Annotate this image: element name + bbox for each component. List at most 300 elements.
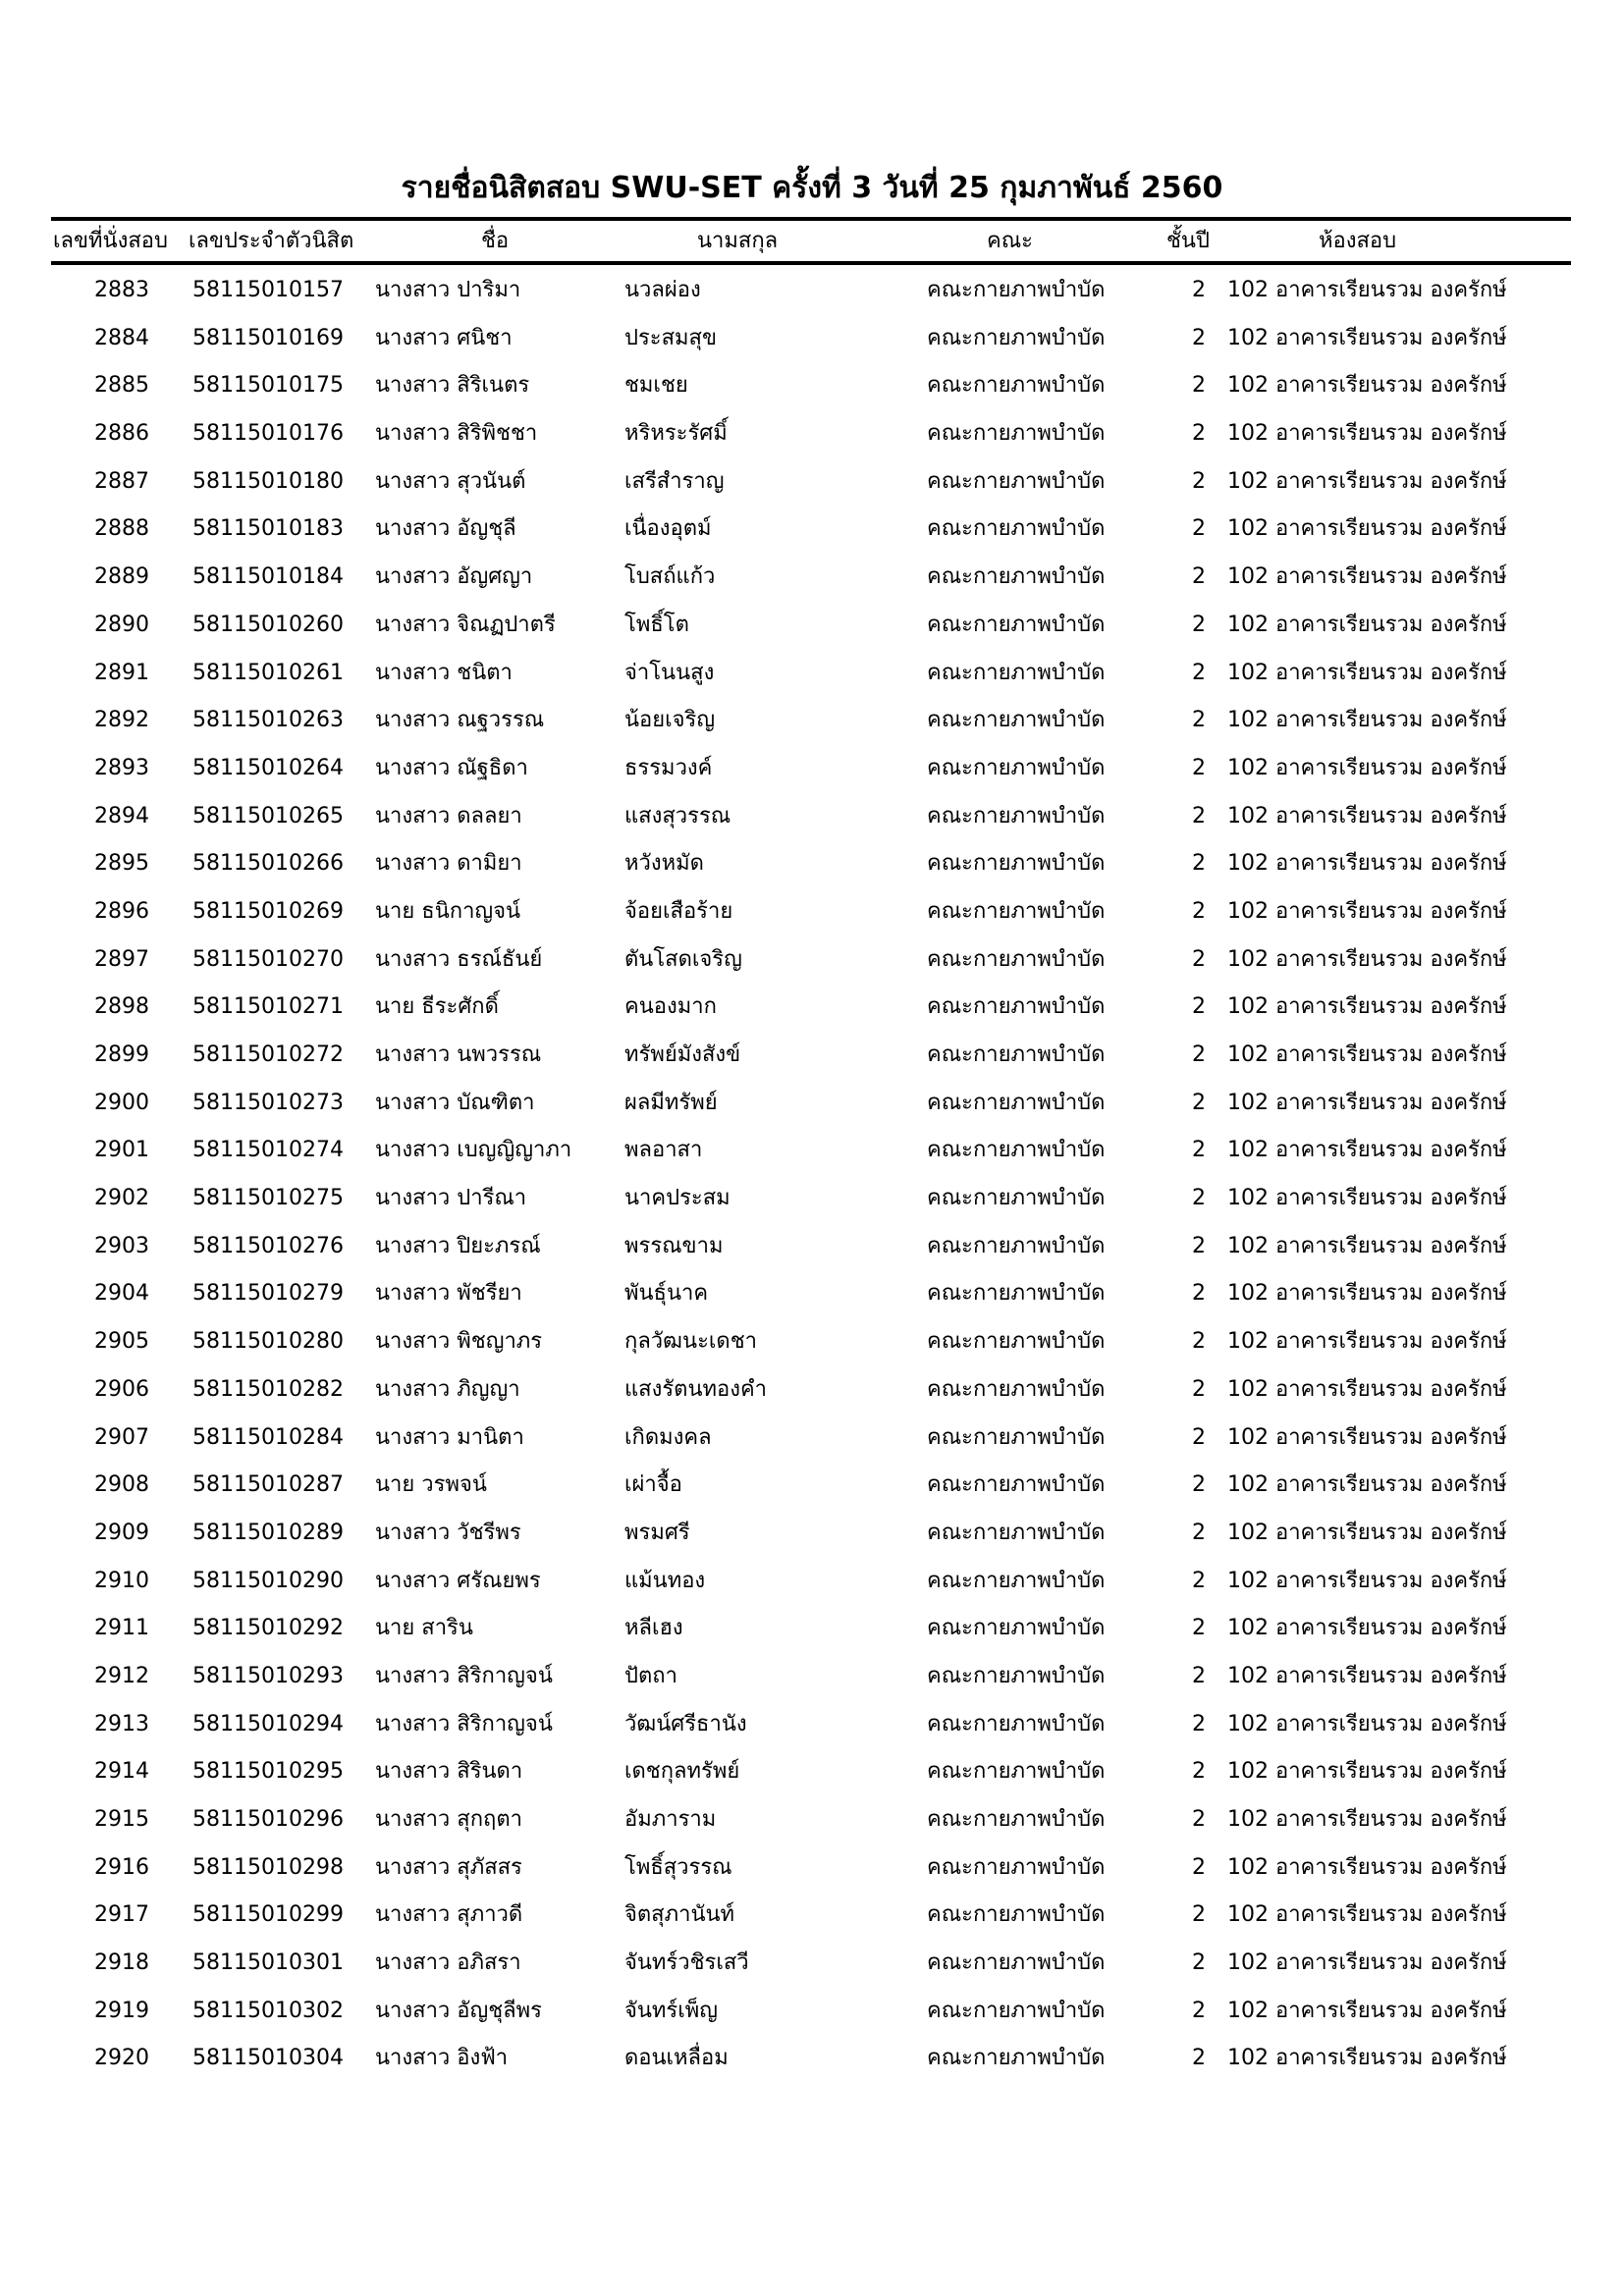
seat-number-cell: 2906 [94,1376,149,1402]
surname-cell: ธรรมวงค์ [624,755,713,780]
first-name-cell: นางสาว ชนิตา [375,660,513,685]
surname-cell: ทรัพย์มังสังข์ [624,1042,741,1067]
faculty-cell: คณะกายภาพบำบัด [927,516,1106,542]
exam-room-cell: 102 อาคารเรียนรวม องครักษ์ [1227,468,1507,494]
student-id-cell: 58115010263 [192,708,344,733]
first-name-cell: นางสาว ดลลยา [375,803,522,828]
surname-cell: เดชกุลทรัพย์ [624,1759,740,1785]
surname-cell: โพธิ์สุวรรณ [624,1854,732,1880]
exam-room-cell: 102 อาคารเรียนรวม องครักษ์ [1227,803,1507,828]
student-id-cell: 58115010295 [192,1759,344,1785]
seat-number-cell: 2905 [94,1329,149,1355]
table-row [0,1510,1624,1558]
table-row [0,315,1624,363]
table-row [0,1605,1624,1653]
first-name-cell: นางสาว จิณฏปาตรี [375,612,556,637]
exam-room-cell: 102 อาคารเรียนรวม องครักษ์ [1227,564,1507,590]
seat-number-cell: 2898 [94,994,149,1020]
faculty-cell: คณะกายภาพบำบัด [927,278,1106,302]
year-cell: 2 [1192,708,1206,733]
year-cell: 2 [1192,1042,1206,1067]
faculty-cell: คณะกายภาพบำบัด [927,1902,1106,1928]
student-id-cell: 58115010184 [192,564,344,590]
exam-room-cell: 102 อาคารเรียนรวม องครักษ์ [1227,373,1507,399]
surname-cell: ประสมสุข [624,325,717,350]
first-name-cell: นางสาว สิรินดา [375,1759,523,1785]
student-id-cell: 58115010280 [192,1329,344,1355]
surname-cell: แสงรัตนทองคำ [624,1376,768,1402]
table-row [0,506,1624,554]
column-header-first-name: ชื่อ [481,229,510,253]
student-id-cell: 58115010183 [192,516,344,542]
exam-room-cell: 102 อาคารเรียนรวม องครักษ์ [1227,1807,1507,1832]
exam-room-cell: 102 อาคารเรียนรวม องครักษ์ [1227,1424,1507,1450]
table-row [0,1988,1624,2036]
faculty-cell: คณะกายภาพบำบัด [927,564,1106,590]
first-name-cell: นางสาว สิริกาญจน์ [375,1711,553,1736]
first-name-cell: นางสาว ธรณ์ธันย์ [375,946,543,972]
exam-room-cell: 102 อาคารเรียนรวม องครักษ์ [1227,755,1507,780]
first-name-cell: นางสาว สุภาวดี [375,1902,523,1928]
first-name-cell: นาย สาริน [375,1616,473,1641]
exam-room-cell: 102 อาคารเรียนรวม องครักษ์ [1227,325,1507,350]
first-name-cell: นางสาว เบญญิญาภา [375,1138,572,1163]
surname-cell: น้อยเจริญ [624,708,716,733]
year-cell: 2 [1192,1376,1206,1402]
header-top-rule [51,217,1571,221]
seat-number-cell: 2901 [94,1138,149,1163]
year-cell: 2 [1192,2046,1206,2071]
table-row [0,1844,1624,1893]
surname-cell: วัฒน์ศรีธานัง [624,1711,747,1736]
faculty-cell: คณะกายภาพบำบัด [927,2046,1106,2071]
first-name-cell: นางสาว สิริเนตร [375,373,530,399]
surname-cell: พลอาสา [624,1138,703,1163]
table-row [0,1940,1624,1988]
table-row [0,1175,1624,1223]
table-row [0,458,1624,507]
table-row [0,2035,1624,2083]
seat-number-cell: 2884 [94,325,149,350]
exam-room-cell: 102 อาคารเรียนรวม องครักษ์ [1227,1472,1507,1498]
first-name-cell: นาย ธนิกาญจน์ [375,898,521,924]
first-name-cell: นางสาว ณฐวรรณ [375,708,545,733]
student-id-cell: 58115010272 [192,1042,344,1067]
faculty-cell: คณะกายภาพบำบัด [927,1807,1106,1832]
year-cell: 2 [1192,373,1206,399]
faculty-cell: คณะกายภาพบำบัด [927,1281,1106,1307]
year-cell: 2 [1192,1807,1206,1832]
student-id-cell: 58115010276 [192,1233,344,1258]
column-header-year: ชั้นปี [1166,229,1210,253]
first-name-cell: นางสาว ปาริมา [375,278,521,302]
table-row [0,1892,1624,1940]
seat-number-cell: 2920 [94,2046,149,2071]
student-id-cell: 58115010302 [192,1998,344,2023]
table-row [0,1701,1624,1749]
exam-room-cell: 102 อาคารเรียนรวม องครักษ์ [1227,660,1507,685]
year-cell: 2 [1192,1281,1206,1307]
surname-cell: โบสถ์แก้ว [624,564,716,590]
surname-cell: พรรณขาม [624,1233,724,1258]
faculty-cell: คณะกายภาพบำบัด [927,1424,1106,1450]
faculty-cell: คณะกายภาพบำบัด [927,1520,1106,1545]
year-cell: 2 [1192,994,1206,1020]
exam-room-cell: 102 อาคารเรียนรวม องครักษ์ [1227,1329,1507,1355]
document-title: รายชื่อนิสิตสอบ SWU-SET ครั้งที่ 3 วันที่ 25 กุมภาพันธ์ 2560 [401,171,1223,205]
first-name-cell: นางสาว อัญชุลี [375,516,516,542]
table-row [0,888,1624,936]
student-id-cell: 58115010292 [192,1616,344,1641]
student-id-cell: 58115010169 [192,325,344,350]
surname-cell: หวังหมัด [624,851,704,877]
student-id-cell: 58115010304 [192,2046,344,2071]
faculty-cell: คณะกายภาพบำบัด [927,1663,1106,1688]
student-id-cell: 58115010180 [192,468,344,494]
surname-cell: กุลวัฒนะเดชา [624,1329,757,1355]
exam-room-cell: 102 อาคารเรียนรวม องครักษ์ [1227,612,1507,637]
first-name-cell: นางสาว ศนิชา [375,325,513,350]
exam-room-cell: 102 อาคารเรียนรวม องครักษ์ [1227,421,1507,447]
student-id-cell: 58115010273 [192,1090,344,1115]
faculty-cell: คณะกายภาพบำบัด [927,1138,1106,1163]
table-row [0,1748,1624,1796]
first-name-cell: นางสาว ดามิยา [375,851,522,877]
first-name-cell: นางสาว บัณฑิตา [375,1090,535,1115]
exam-room-cell: 102 อาคารเรียนรวม องครักษ์ [1227,2046,1507,2071]
exam-room-cell: 102 อาคารเรียนรวม องครักษ์ [1227,898,1507,924]
surname-cell: เสรีสำราญ [624,468,725,494]
faculty-cell: คณะกายภาพบำบัด [927,755,1106,780]
table-row [0,1032,1624,1080]
year-cell: 2 [1192,278,1206,302]
first-name-cell: นางสาว นพวรรณ [375,1042,542,1067]
faculty-cell: คณะกายภาพบำบัด [927,1759,1106,1785]
year-cell: 2 [1192,1616,1206,1641]
exam-room-cell: 102 อาคารเรียนรวม องครักษ์ [1227,278,1507,302]
student-id-cell: 58115010175 [192,373,344,399]
student-table [0,267,1624,2083]
surname-cell: พันธุ์นาค [624,1281,709,1307]
surname-cell: จ่าโนนสูง [624,660,715,685]
student-id-cell: 58115010266 [192,851,344,877]
table-row [0,362,1624,410]
seat-number-cell: 2910 [94,1568,149,1593]
seat-number-cell: 2904 [94,1281,149,1307]
student-id-cell: 58115010299 [192,1902,344,1928]
exam-room-cell: 102 อาคารเรียนรวม องครักษ์ [1227,1520,1507,1545]
faculty-cell: คณะกายภาพบำบัด [927,1376,1106,1402]
table-row [0,1223,1624,1271]
year-cell: 2 [1192,1138,1206,1163]
seat-number-cell: 2913 [94,1711,149,1736]
year-cell: 2 [1192,1854,1206,1880]
student-id-cell: 58115010282 [192,1376,344,1402]
year-cell: 2 [1192,1902,1206,1928]
faculty-cell: คณะกายภาพบำบัด [927,851,1106,877]
exam-room-cell: 102 อาคารเรียนรวม องครักษ์ [1227,1950,1507,1976]
year-cell: 2 [1192,1424,1206,1450]
student-id-cell: 58115010260 [192,612,344,637]
student-id-cell: 58115010296 [192,1807,344,1832]
exam-room-cell: 102 อาคารเรียนรวม องครักษ์ [1227,1186,1507,1211]
first-name-cell: นางสาว ณัฐธิดา [375,755,528,780]
surname-cell: นาคประสม [624,1186,731,1211]
surname-cell: เนื่องอุตม์ [624,516,712,542]
faculty-cell: คณะกายภาพบำบัด [927,946,1106,972]
seat-number-cell: 2893 [94,755,149,780]
faculty-cell: คณะกายภาพบำบัด [927,1472,1106,1498]
year-cell: 2 [1192,803,1206,828]
first-name-cell: นางสาว ภิญญา [375,1376,520,1402]
faculty-cell: คณะกายภาพบำบัด [927,1233,1106,1258]
table-row [0,1366,1624,1415]
surname-cell: ชมเชย [624,373,688,399]
exam-room-cell: 102 อาคารเรียนรวม องครักษ์ [1227,1090,1507,1115]
surname-cell: ตันโสดเจริญ [624,946,742,972]
table-row [0,1270,1624,1318]
year-cell: 2 [1192,564,1206,590]
student-id-cell: 58115010287 [192,1472,344,1498]
seat-number-cell: 2915 [94,1807,149,1832]
surname-cell: จิตสุภานันท์ [624,1902,735,1928]
column-header-faculty: คณะ [987,229,1033,253]
first-name-cell: นางสาว อัญศญา [375,564,533,590]
surname-cell: จันทร์เพ็ญ [624,1998,719,2023]
first-name-cell: นาย ธีระศักดิ์ [375,994,499,1020]
exam-room-cell: 102 อาคารเรียนรวม องครักษ์ [1227,708,1507,733]
table-row [0,1462,1624,1510]
exam-room-cell: 102 อาคารเรียนรวม องครักษ์ [1227,516,1507,542]
exam-room-cell: 102 อาคารเรียนรวม องครักษ์ [1227,1759,1507,1785]
faculty-cell: คณะกายภาพบำบัด [927,1711,1106,1736]
seat-number-cell: 2899 [94,1042,149,1067]
faculty-cell: คณะกายภาพบำบัด [927,1616,1106,1641]
first-name-cell: นางสาว อภิสรา [375,1950,521,1976]
faculty-cell: คณะกายภาพบำบัด [927,1329,1106,1355]
surname-cell: นวลผ่อง [624,278,701,302]
faculty-cell: คณะกายภาพบำบัด [927,1090,1106,1115]
year-cell: 2 [1192,325,1206,350]
first-name-cell: นางสาว มานิตา [375,1424,524,1450]
year-cell: 2 [1192,1711,1206,1736]
seat-number-cell: 2887 [94,468,149,494]
year-cell: 2 [1192,516,1206,542]
seat-number-cell: 2914 [94,1759,149,1785]
seat-number-cell: 2897 [94,946,149,972]
year-cell: 2 [1192,898,1206,924]
faculty-cell: คณะกายภาพบำบัด [927,1186,1106,1211]
faculty-cell: คณะกายภาพบำบัด [927,1854,1106,1880]
faculty-cell: คณะกายภาพบำบัด [927,373,1106,399]
table-row [0,1796,1624,1844]
exam-room-cell: 102 อาคารเรียนรวม องครักษ์ [1227,1376,1507,1402]
student-id-cell: 58115010293 [192,1663,344,1688]
seat-number-cell: 2919 [94,1998,149,2023]
seat-number-cell: 2892 [94,708,149,733]
seat-number-cell: 2909 [94,1520,149,1545]
first-name-cell: นางสาว สิริกาญจน์ [375,1663,553,1688]
student-id-cell: 58115010265 [192,803,344,828]
exam-room-cell: 102 อาคารเรียนรวม องครักษ์ [1227,1042,1507,1067]
first-name-cell: นางสาว ปารีณา [375,1186,527,1211]
seat-number-cell: 2894 [94,803,149,828]
year-cell: 2 [1192,946,1206,972]
faculty-cell: คณะกายภาพบำบัด [927,994,1106,1020]
surname-cell: คนองมาก [624,994,717,1020]
exam-room-cell: 102 อาคารเรียนรวม องครักษ์ [1227,1663,1507,1688]
seat-number-cell: 2903 [94,1233,149,1258]
table-row [0,793,1624,841]
student-id-cell: 58115010279 [192,1281,344,1307]
surname-cell: จันทร์วชิรเสวี [624,1950,749,1976]
exam-room-cell: 102 อาคารเรียนรวม องครักษ์ [1227,1998,1507,2023]
seat-number-cell: 2912 [94,1663,149,1688]
faculty-cell: คณะกายภาพบำบัด [927,803,1106,828]
table-row [0,840,1624,888]
exam-room-cell: 102 อาคารเรียนรวม องครักษ์ [1227,1281,1507,1307]
faculty-cell: คณะกายภาพบำบัด [927,421,1106,447]
table-row [0,697,1624,745]
student-id-cell: 58115010284 [192,1424,344,1450]
year-cell: 2 [1192,1759,1206,1785]
student-id-cell: 58115010270 [192,946,344,972]
year-cell: 2 [1192,1998,1206,2023]
exam-room-cell: 102 อาคารเรียนรวม องครักษ์ [1227,1568,1507,1593]
exam-room-cell: 102 อาคารเรียนรวม องครักษ์ [1227,851,1507,877]
seat-number-cell: 2883 [94,278,149,302]
seat-number-cell: 2885 [94,373,149,399]
exam-room-cell: 102 อาคารเรียนรวม องครักษ์ [1227,946,1507,972]
student-id-cell: 58115010271 [192,994,344,1020]
year-cell: 2 [1192,1568,1206,1593]
year-cell: 2 [1192,612,1206,637]
first-name-cell: นางสาว สุวนันต์ [375,468,526,494]
surname-cell: เกิดมงคล [624,1424,712,1450]
student-id-cell: 58115010176 [192,421,344,447]
student-id-cell: 58115010298 [192,1854,344,1880]
first-name-cell: นางสาว สุกฤตา [375,1807,522,1832]
student-id-cell: 58115010301 [192,1950,344,1976]
column-header-student-id: เลขประจำตัวนิสิต [189,229,354,253]
surname-cell: หลีเฮง [624,1616,683,1641]
first-name-cell: นางสาว สุภัสสร [375,1854,522,1880]
student-id-cell: 58115010289 [192,1520,344,1545]
faculty-cell: คณะกายภาพบำบัด [927,708,1106,733]
year-cell: 2 [1192,1090,1206,1115]
student-id-cell: 58115010157 [192,278,344,302]
seat-number-cell: 2891 [94,660,149,685]
surname-cell: แม้นทอง [624,1568,706,1593]
first-name-cell: นางสาว พิชญาภร [375,1329,543,1355]
year-cell: 2 [1192,1520,1206,1545]
table-row [0,1127,1624,1175]
faculty-cell: คณะกายภาพบำบัด [927,660,1106,685]
first-name-cell: นางสาว สิริพิชชา [375,421,538,447]
header-bottom-rule [51,261,1571,265]
year-cell: 2 [1192,1950,1206,1976]
first-name-cell: นาย วรพจน์ [375,1472,487,1498]
column-header-surname: นามสกุล [697,229,779,253]
faculty-cell: คณะกายภาพบำบัด [927,898,1106,924]
student-id-cell: 58115010269 [192,898,344,924]
year-cell: 2 [1192,660,1206,685]
first-name-cell: นางสาว ปิยะภรณ์ [375,1233,541,1258]
table-row [0,1415,1624,1463]
table-row [0,1318,1624,1366]
surname-cell: แสงสุวรรณ [624,803,731,828]
table-row [0,936,1624,985]
seat-number-cell: 2916 [94,1854,149,1880]
faculty-cell: คณะกายภาพบำบัด [927,1998,1106,2023]
table-row [0,745,1624,793]
exam-room-cell: 102 อาคารเรียนรวม องครักษ์ [1227,994,1507,1020]
year-cell: 2 [1192,1472,1206,1498]
table-row [0,984,1624,1032]
column-header-room: ห้องสอบ [1319,229,1397,253]
surname-cell: อัมภาราม [624,1807,717,1832]
faculty-cell: คณะกายภาพบำบัด [927,1950,1106,1976]
exam-room-cell: 102 อาคารเรียนรวม องครักษ์ [1227,1233,1507,1258]
table-row [0,1558,1624,1606]
surname-cell: จ้อยเสือร้าย [624,898,733,924]
year-cell: 2 [1192,1233,1206,1258]
exam-room-cell: 102 อาคารเรียนรวม องครักษ์ [1227,1854,1507,1880]
table-row [0,602,1624,650]
table-row [0,650,1624,698]
first-name-cell: นางสาว พัชรียา [375,1281,522,1307]
seat-number-cell: 2896 [94,898,149,924]
table-row [0,1080,1624,1128]
student-id-cell: 58115010274 [192,1138,344,1163]
surname-cell: โพธิ์โต [624,612,689,637]
exam-room-cell: 102 อาคารเรียนรวม องครักษ์ [1227,1902,1507,1928]
seat-number-cell: 2911 [94,1616,149,1641]
year-cell: 2 [1192,1329,1206,1355]
first-name-cell: นางสาว ศรัณยพร [375,1568,541,1593]
faculty-cell: คณะกายภาพบำบัด [927,1042,1106,1067]
exam-room-cell: 102 อาคารเรียนรวม องครักษ์ [1227,1616,1507,1641]
surname-cell: เผ่าจื้อ [624,1472,682,1498]
exam-room-cell: 102 อาคารเรียนรวม องครักษ์ [1227,1138,1507,1163]
year-cell: 2 [1192,1663,1206,1688]
surname-cell: หริหระรัศมิ์ [624,421,728,447]
exam-room-cell: 102 อาคารเรียนรวม องครักษ์ [1227,1711,1507,1736]
student-id-cell: 58115010290 [192,1568,344,1593]
first-name-cell: นางสาว วัชรีพร [375,1520,521,1545]
table-row [0,410,1624,458]
seat-number-cell: 2890 [94,612,149,637]
table-row [0,1653,1624,1701]
student-id-cell: 58115010261 [192,660,344,685]
column-header-seat: เลขที่นั่งสอบ [53,229,168,253]
seat-number-cell: 2900 [94,1090,149,1115]
student-id-cell: 58115010294 [192,1711,344,1736]
seat-number-cell: 2907 [94,1424,149,1450]
surname-cell: พรมศรี [624,1520,690,1545]
faculty-cell: คณะกายภาพบำบัด [927,468,1106,494]
first-name-cell: นางสาว อัญชุลีพร [375,1998,542,2023]
year-cell: 2 [1192,421,1206,447]
faculty-cell: คณะกายภาพบำบัด [927,325,1106,350]
faculty-cell: คณะกายภาพบำบัด [927,1568,1106,1593]
student-id-cell: 58115010264 [192,755,344,780]
surname-cell: ปัตถา [624,1663,677,1688]
seat-number-cell: 2895 [94,851,149,877]
first-name-cell: นางสาว อิงฟ้า [375,2046,509,2071]
seat-number-cell: 2918 [94,1950,149,1976]
seat-number-cell: 2888 [94,516,149,542]
